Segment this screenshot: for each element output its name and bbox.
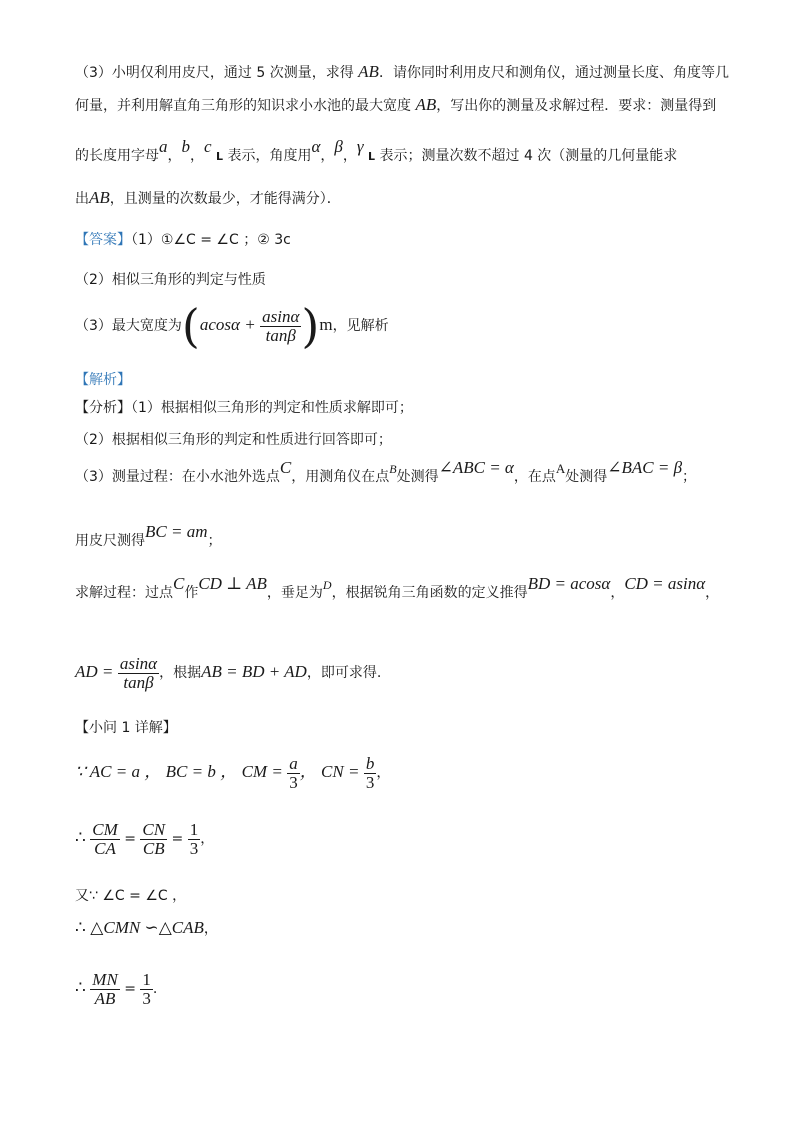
detail-line-1: ∵ AC = a ， BC = b ， CM = $\frac{a}{3}$ ， CN = $\frac{b}{3}$ ， xyxy=(75,753,391,792)
detail-line-3: 又∵ ∠C = ∠C ， xyxy=(75,888,187,904)
analysis-line-5: 求解过程：过点C作CD ⊥ AB，垂足为D，根据锐角三角函数的定义推得BD = acosα，CD = asinα， xyxy=(75,574,720,601)
analysis-line-3: （3）测量过程：在小水池外选点C，用测角仪在点B处测得∠ABC = α，在点A处测得∠BAC = β； xyxy=(75,458,697,485)
analysis-line-6: AD = $\frac{asin\alpha}{\tan\beta}$ ，根据AB = BD + AD，即可求得. xyxy=(75,653,382,692)
question-line-1: （3）小明仅利用皮尺，通过 5 次测量，求得 AB．请你同时利用皮尺和测角仪，通过测量长度、角度等几 xyxy=(75,62,729,81)
analysis-line-1: 【分析】（1）根据相似三角形的判定和性质求解即可； xyxy=(75,400,413,416)
analysis-tag-line xyxy=(75,370,131,390)
answer-tag: 【答案】 xyxy=(75,232,131,248)
answer-line-2: （2）相似三角形的判定与性质 xyxy=(75,272,266,288)
analysis-line-2: （2）根据相似三角形的判定和性质进行回答即可； xyxy=(75,432,392,448)
detail-line-5: ∴ $\frac{MN}{AB}$ = $\frac{1}{3}$ . xyxy=(75,969,158,1008)
answer-line-3: （3）最大宽度为(acosα + $\frac{asin\alpha}{\tan\beta}$ )m，见解析 xyxy=(75,299,389,353)
question-line-3: 的长度用字母a，b，c L 表示，角度用α，β，γ L 表示；测量次数不超过 4 次（测量的几何量能求 xyxy=(75,137,678,164)
question-line-2: 何量，并利用解直角三角形的知识求小水池的最大宽度 AB，写出你的测量及求解过程．要求：测量得到 xyxy=(75,95,717,114)
detail-line-4: ∴ △CMN ∽△CAB， xyxy=(75,918,218,937)
analysis-line-4: 用皮尺测得BC = am； xyxy=(75,522,222,549)
detail-line-2: ∴ $\frac{CM}{CA}$ = $\frac{CN}{CB}$ = $\frac{1}{3}$ ， xyxy=(75,819,215,858)
question-line-4: 出AB，且测量的次数最少，才能得满分）． xyxy=(75,188,341,207)
analysis-tag: 【解析】 xyxy=(75,372,131,388)
answer-line-1: 【答案】（1）①∠C = ∠C ；② 3c xyxy=(75,232,291,248)
detail-tag-line xyxy=(75,718,177,738)
detail-tag: 【小问 1 详解】 xyxy=(75,720,177,736)
